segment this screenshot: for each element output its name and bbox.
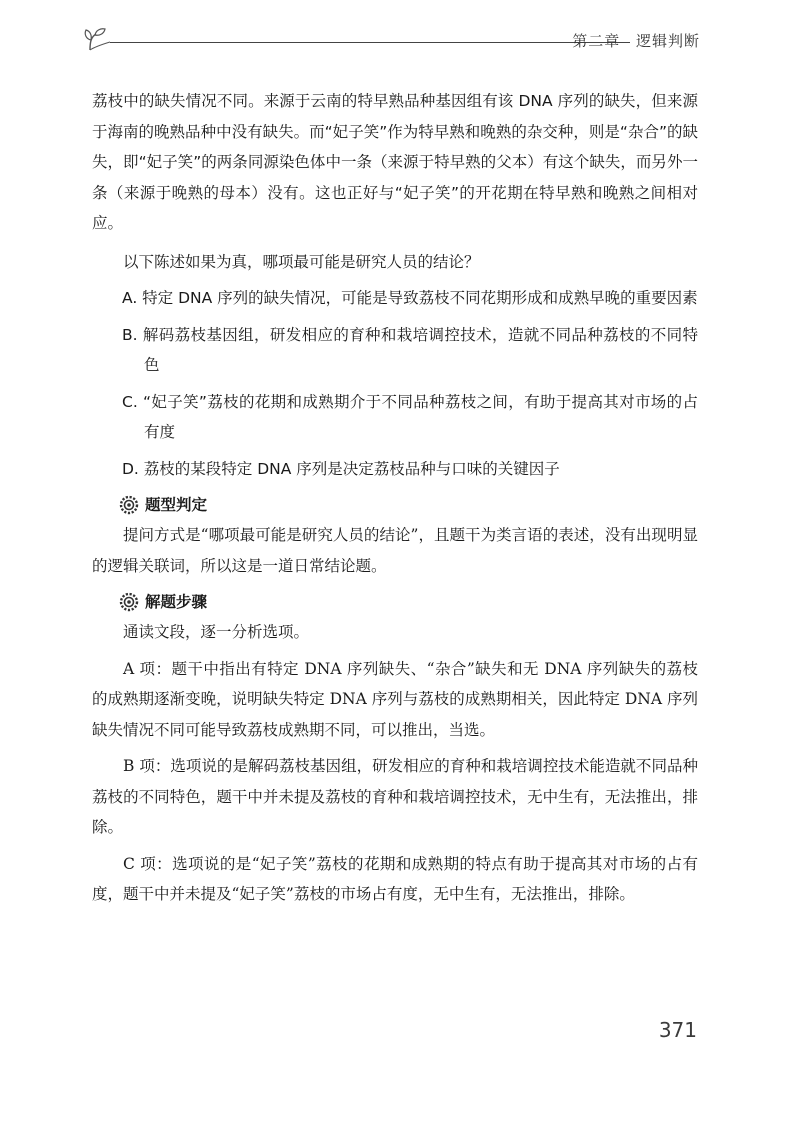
page-content: [92, 86, 698, 910]
analysis-c: C 项：选项说的是“妃子笑”荔枝的花期和成熟期的特点有助于提高其对市场的占有度，题干中并未提及“妃子笑”荔枝的市场占有度，无中生有，无法推出，排除。: [92, 854, 698, 903]
option-d: D. 荔枝的某段特定 DNA 序列是决定荔枝品种与口味的关键因子: [122, 459, 560, 478]
gear-ornament-icon: [119, 495, 139, 515]
option-a: A. 特定 DNA 序列的缺失情况，可能是导致荔枝不同花期形成和成熟早晚的重要因素: [122, 289, 698, 307]
passage-continuation: 荔枝中的缺失情况不同。来源于云南的特早熟品种基因组有该 DNA 序列的缺失，但来源于海南的晚熟品种中没有缺失。而“妃子笑”作为特早熟和晚熟的杂交种，则是“杂合”的缺失，即“妃子笑”的两条同源染色体中一条（来源于特早熟的父本）有这个缺失，而另外一条（来源于晚熟的母本）没有。这也正好与“妃子笑”的开花期在特早熟和晚熟之间相对应。: [92, 92, 698, 232]
page-number: 371: [658, 1018, 697, 1042]
section-title: 解题步骤: [145, 593, 208, 611]
section-title: 题型判定: [145, 496, 208, 514]
option-c: C. “妃子笑”荔枝的花期和成熟期介于不同品种荔枝之间，有助于提高其对市场的占有度: [122, 392, 698, 441]
section-question-type: [92, 490, 698, 520]
chapter-label: 第二章: [572, 32, 621, 50]
chapter-heading: [572, 30, 700, 51]
steps-intro: 通读文段，逐一分析选项。: [123, 623, 310, 641]
chapter-title: 逻辑判断: [635, 32, 700, 50]
gear-ornament-icon: [119, 592, 139, 612]
option-b: B. 解码荔枝基因组，研发相应的育种和栽培调控技术，造就不同品种荔枝的不同特色: [122, 325, 698, 374]
header-rule: [110, 42, 630, 43]
analysis-b: B 项：选项说的是解码荔枝基因组，研发相应的育种和栽培调控技术能造就不同品种荔枝的不同特色，题干中并未提及荔枝的育种和栽培调控技术，无中生有，无法推出，排除。: [92, 757, 698, 836]
sprout-icon: [82, 24, 112, 54]
question-stem: 以下陈述如果为真，哪项最可能是研究人员的结论？: [123, 252, 480, 271]
page-header: [82, 24, 722, 54]
analysis-a: A 项：题干中指出有特定 DNA 序列缺失、“杂合”缺失和无 DNA 序列缺失的荔枝的成熟期逐渐变晚，说明缺失特定 DNA 序列与荔枝的成熟期相关，因此特定 DNA 序列缺失情况不同可能导致荔枝成熟期不同，可以推出，当选。: [92, 659, 698, 739]
question-type-text: 提问方式是“哪项最可能是研究人员的结论”，且题干为类言语的表述，没有出现明显的逻辑关联词，所以这是一道日常结论题。: [92, 526, 698, 575]
section-solution-steps: [92, 587, 698, 617]
